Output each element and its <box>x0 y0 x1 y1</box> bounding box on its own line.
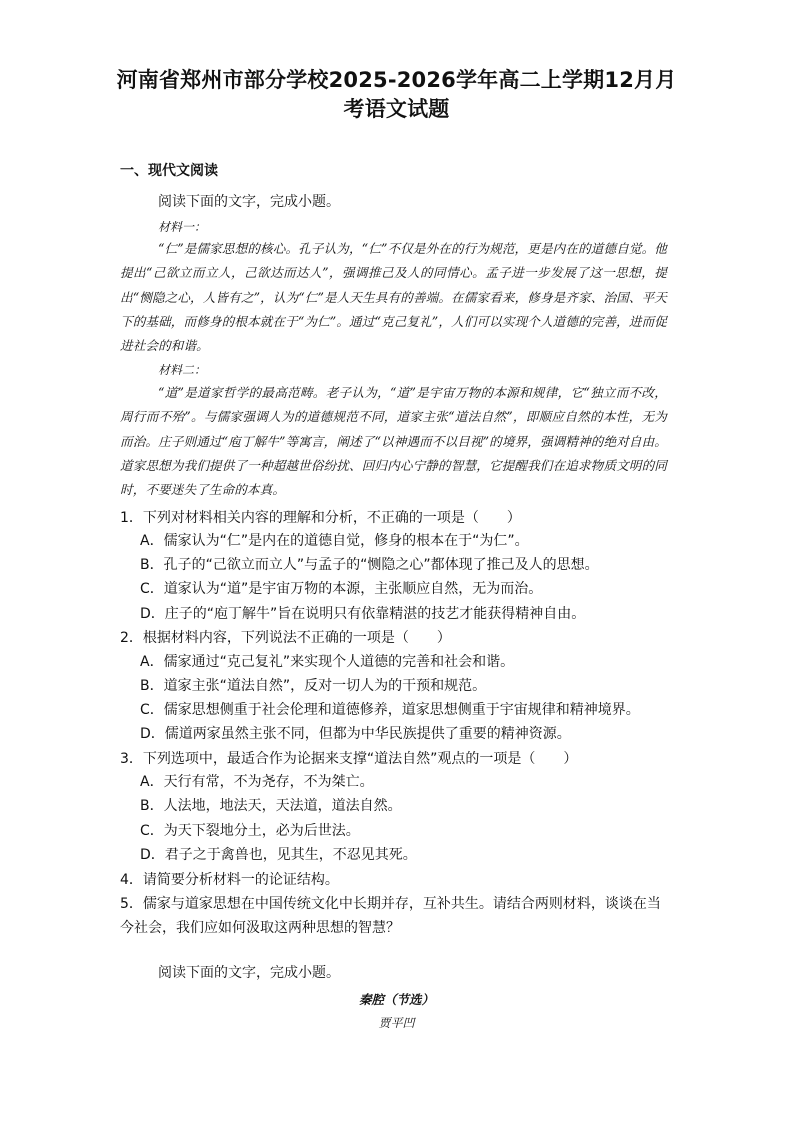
material-2-label: 材料二： <box>158 363 207 377</box>
question-3-stem: 3．下列选项中，最适合作为论据来支撑“道法自然”观点的一项是（ ） <box>120 751 578 767</box>
material-2-text: “道”是道家哲学的最高范畴。老子认为，“道”是宇宙万物的本源和规律，它“独立而不改，周行而不殆”。与儒家强调人为的道德规范不同，道家主张“道法自然”，即顺应自然的本性，无为而治。庄子则通过“庖丁解牛”等寓言，阐述了“以神遇而不以目视”的境界，强调精神的绝对自由。道家思想为我们提供了一种超越世俗纷扰、回归内心宁静的智慧，它提醒我们在追求物质文明的同时，不要迷失了生命的本真。 <box>120 385 667 498</box>
question-2-option-d: D．儒道两家虽然主张不同，但都为中华民族提供了重要的精神资源。 <box>140 726 571 742</box>
question-1-stem: 1．下列对材料相关内容的理解和分析，不正确的一项是（ ） <box>120 510 521 526</box>
question-1-option-c: C．道家认为“道”是宇宙万物的本源，主张顺应自然，无为而治。 <box>140 581 543 597</box>
material-1-text: “仁”是儒家思想的核心。孔子认为，“仁”不仅是外在的行为规范，更是内在的道德自觉。他提出“己欲立而立人，己欲达而达人”，强调推己及人的同情心。孟子进一步发展了这一思想，提出“恻隐之心，人皆有之”，认为“仁”是人天生具有的善端。在儒家看来，修身是齐家、治国、平天下的基础，而修身的根本就在于“为仁”。通过“克己复礼”，人们可以实现个人道德的完善，进而促进社会的和谐。 <box>120 241 667 354</box>
question-3-option-a: A．天行有常，不为尧存，不为桀亡。 <box>140 774 374 790</box>
exam-title-line-1: 河南省郑州市部分学校2025-2026学年高二上学期12月月 <box>116 68 677 92</box>
question-3-option-d: D．君子之于禽兽也，见其生，不忍见其死。 <box>140 847 417 863</box>
question-1-option-d: D．庄子的“庖丁解牛”旨在说明只有依靠精湛的技艺才能获得精神自由。 <box>140 606 586 622</box>
reading-2-instruction: 阅读下面的文字，完成小题。 <box>158 965 340 981</box>
question-4-stem: 4．请简要分析材料一的论证结构。 <box>120 872 339 888</box>
question-2-stem: 2．根据材料内容，下列说法不正确的一项是（ ） <box>120 630 451 646</box>
question-2-option-c: C．儒家思想侧重于社会伦理和道德修养，道家思想侧重于宇宙规律和精神境界。 <box>140 702 640 718</box>
question-1-option-a: A．儒家认为“仁”是内在的道德自觉，修身的根本在于“为仁”。 <box>140 533 529 549</box>
exam-title-line-2: 考语文试题 <box>343 97 450 121</box>
story-title: 秦腔（节选） <box>358 992 434 1007</box>
section-heading: 一、现代文阅读 <box>120 163 218 179</box>
question-2-option-a: A．儒家通过“克己复礼”来实现个人道德的完善和社会和谐。 <box>140 654 515 670</box>
question-5-stem: 5．儒家与道家思想在中国传统文化中长期并存，互补共生。请结合两则材料，谈谈在当今社会，我们应如何汲取这两种思想的智慧？ <box>120 896 661 937</box>
question-1-option-b: B．孔子的“己欲立而立人”与孟子的“恻隐之心”都体现了推己及人的思想。 <box>140 557 599 573</box>
question-3-option-b: B．人法地，地法天，天法道，道法自然。 <box>140 798 402 814</box>
story-author: 贾平凹 <box>378 1016 415 1030</box>
exam-title <box>100 66 693 124</box>
question-2-option-b: B．道家主张“道法自然”，反对一切人为的干预和规范。 <box>140 678 487 694</box>
question-3-option-c: C．为天下裂地分土，必为后世法。 <box>140 823 360 839</box>
material-1-label: 材料一： <box>158 220 207 234</box>
reading-instruction: 阅读下面的文字，完成小题。 <box>158 194 340 210</box>
